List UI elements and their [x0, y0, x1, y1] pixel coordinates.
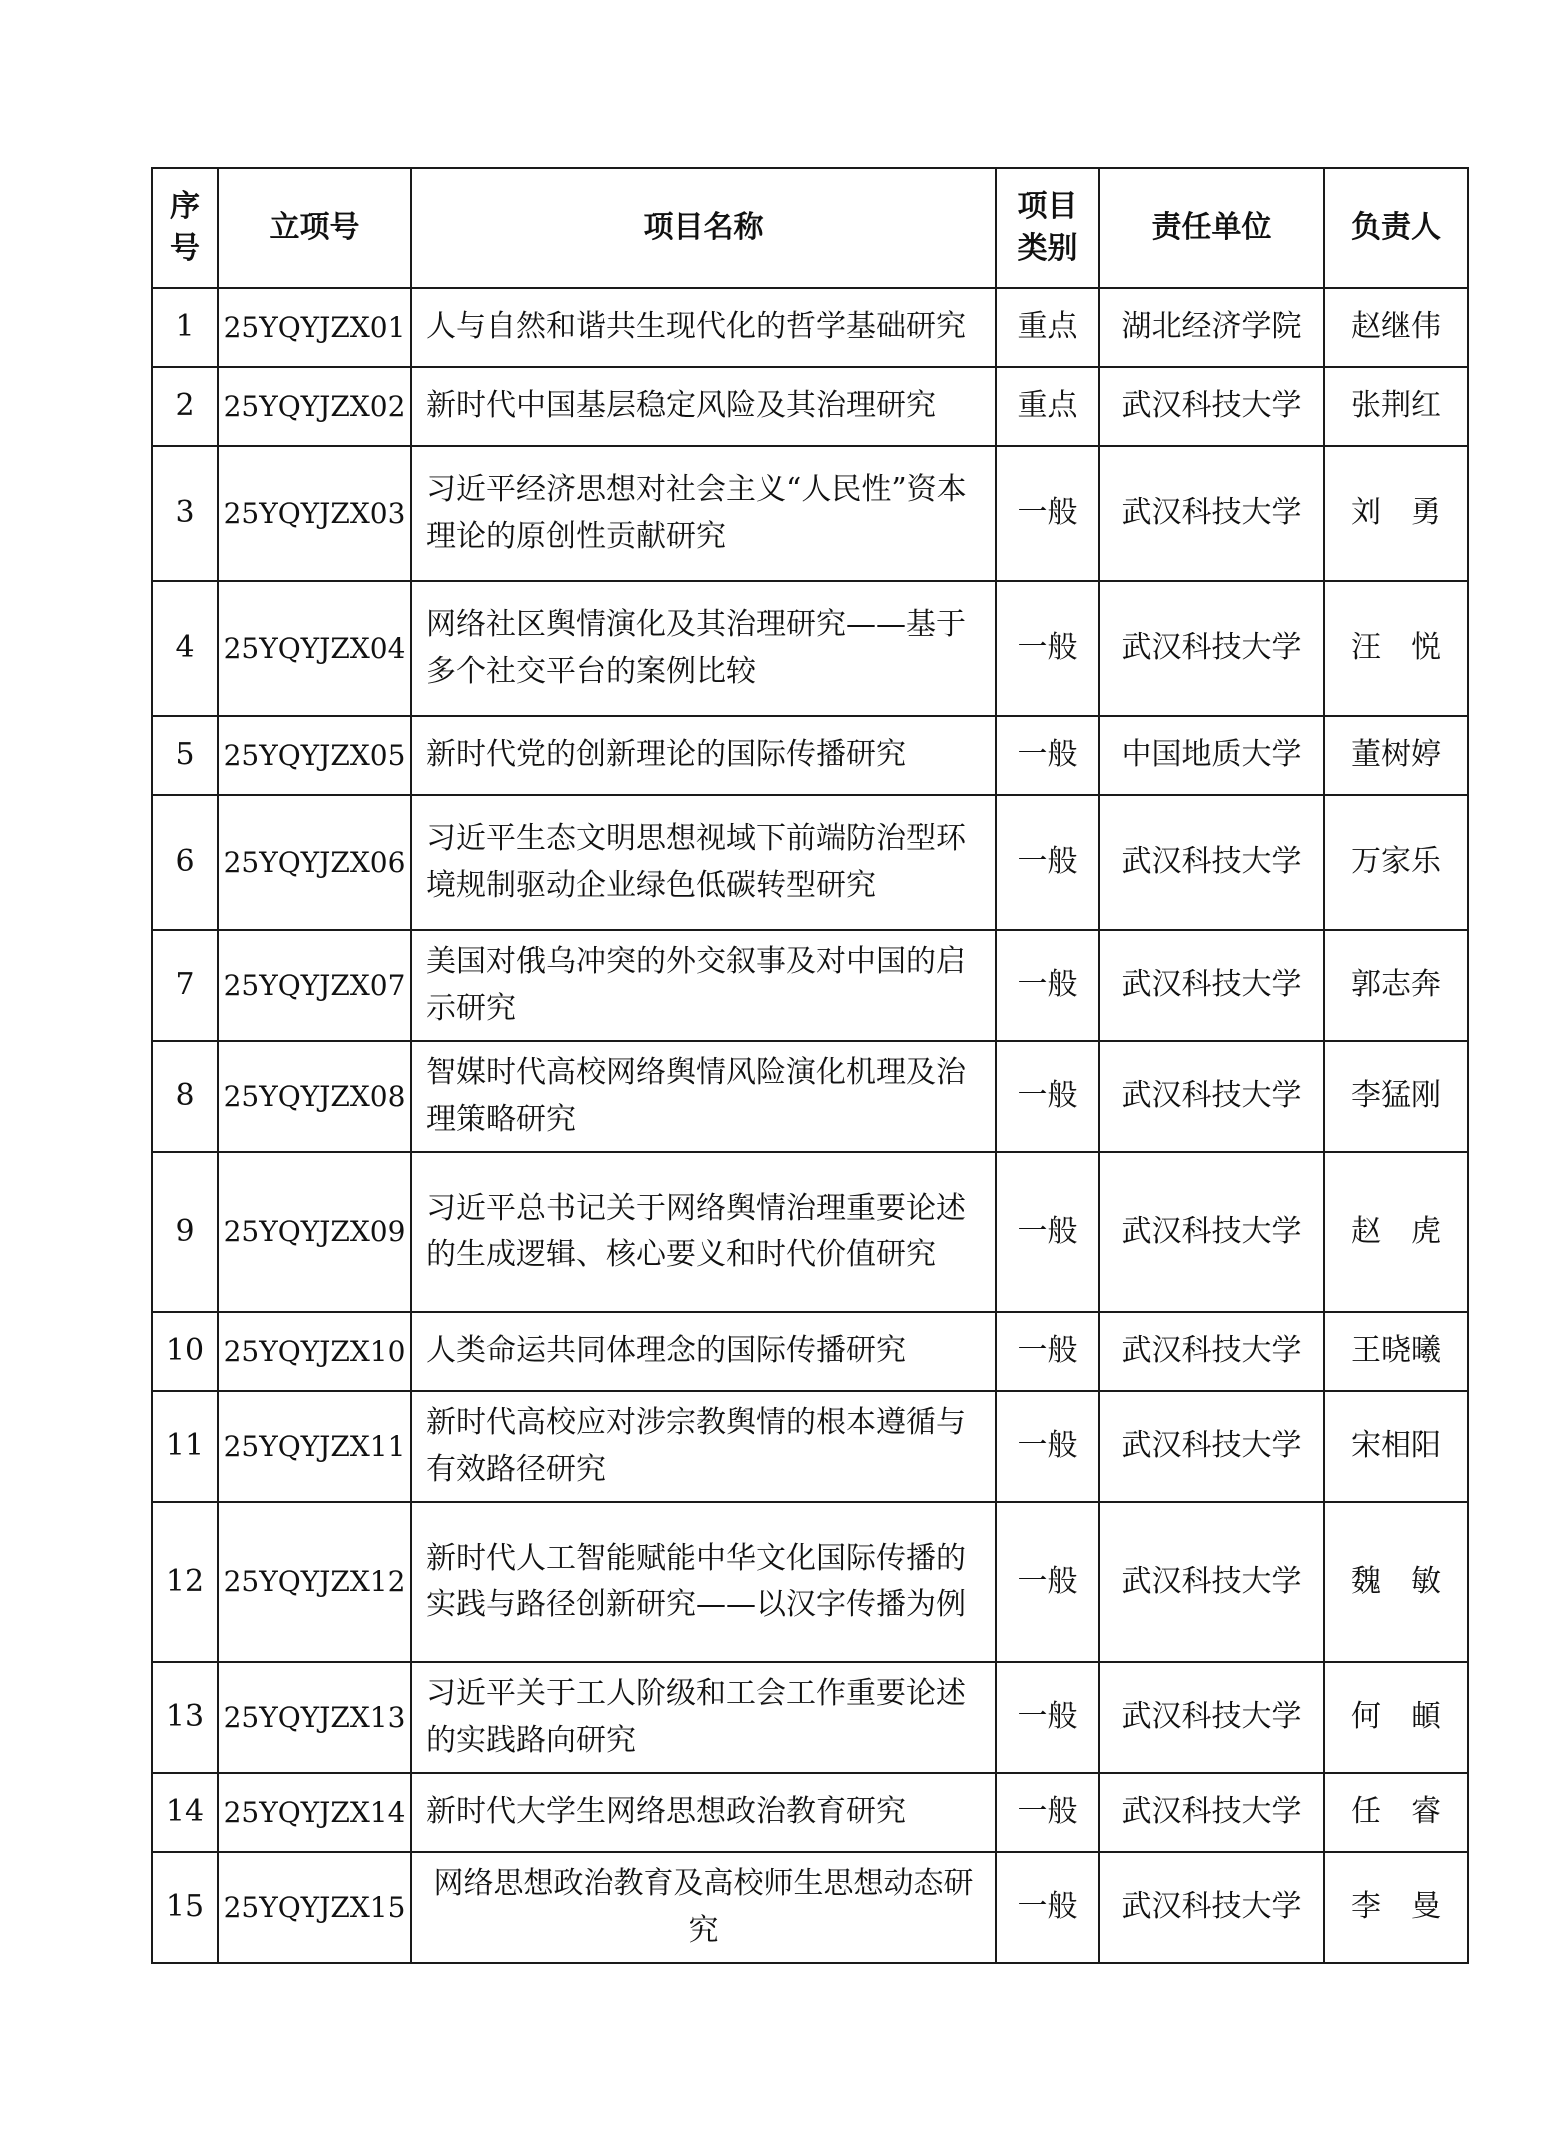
table-row [152, 288, 1468, 367]
cell-project-id: 25YQYJZX01 [218, 288, 411, 367]
cell-project-id: 25YQYJZX14 [218, 1773, 411, 1852]
cell-category: 一般 [996, 1391, 1099, 1502]
cell-category: 一般 [996, 1312, 1099, 1391]
cell-project-name: 新时代人工智能赋能中华文化国际传播的实践与路径创新研究——以汉字传播为例 [411, 1502, 996, 1662]
cell-leader: 王晓曦 [1324, 1312, 1468, 1391]
cell-seq: 13 [152, 1662, 218, 1773]
cell-project-name: 习近平经济思想对社会主义“人民性”资本理论的原创性贡献研究 [411, 446, 996, 581]
cell-project-name: 新时代高校应对涉宗教舆情的根本遵循与有效路径研究 [411, 1391, 996, 1502]
cell-leader: 赵继伟 [1324, 288, 1468, 367]
cell-leader: 张荆红 [1324, 367, 1468, 446]
cell-leader: 何 頔 [1324, 1662, 1468, 1773]
cell-unit: 武汉科技大学 [1099, 930, 1324, 1041]
table-row [152, 716, 1468, 795]
table-body [152, 288, 1468, 1963]
cell-unit: 武汉科技大学 [1099, 1852, 1324, 1963]
table-row [152, 1662, 1468, 1773]
cell-unit: 武汉科技大学 [1099, 1391, 1324, 1502]
cell-leader: 汪 悦 [1324, 581, 1468, 716]
project-table [151, 167, 1469, 1964]
cell-project-name: 美国对俄乌冲突的外交叙事及对中国的启示研究 [411, 930, 996, 1041]
table-row [152, 1502, 1468, 1662]
cell-project-id: 25YQYJZX04 [218, 581, 411, 716]
cell-unit: 武汉科技大学 [1099, 367, 1324, 446]
cell-project-id: 25YQYJZX12 [218, 1502, 411, 1662]
cell-leader: 郭志奔 [1324, 930, 1468, 1041]
cell-seq: 4 [152, 581, 218, 716]
cell-project-id: 25YQYJZX06 [218, 795, 411, 930]
cell-seq: 8 [152, 1041, 218, 1152]
cell-unit: 武汉科技大学 [1099, 1041, 1324, 1152]
cell-category: 一般 [996, 1852, 1099, 1963]
cell-category: 一般 [996, 930, 1099, 1041]
table-row [152, 930, 1468, 1041]
cell-unit: 武汉科技大学 [1099, 1773, 1324, 1852]
header-project-name: 项目名称 [411, 168, 996, 288]
cell-project-id: 25YQYJZX03 [218, 446, 411, 581]
cell-unit: 武汉科技大学 [1099, 446, 1324, 581]
header-seq: 序号 [152, 168, 218, 288]
cell-project-id: 25YQYJZX09 [218, 1152, 411, 1312]
cell-unit: 湖北经济学院 [1099, 288, 1324, 367]
header-row [152, 168, 1468, 288]
cell-leader: 李 曼 [1324, 1852, 1468, 1963]
cell-category: 一般 [996, 1041, 1099, 1152]
cell-seq: 5 [152, 716, 218, 795]
table-row [152, 1391, 1468, 1502]
cell-leader: 赵 虎 [1324, 1152, 1468, 1312]
cell-category: 一般 [996, 716, 1099, 795]
table-row [152, 1852, 1468, 1963]
cell-project-name: 新时代中国基层稳定风险及其治理研究 [411, 367, 996, 446]
cell-seq: 6 [152, 795, 218, 930]
cell-unit: 中国地质大学 [1099, 716, 1324, 795]
cell-seq: 10 [152, 1312, 218, 1391]
cell-seq: 11 [152, 1391, 218, 1502]
cell-category: 重点 [996, 367, 1099, 446]
cell-project-id: 25YQYJZX07 [218, 930, 411, 1041]
cell-unit: 武汉科技大学 [1099, 795, 1324, 930]
cell-seq: 3 [152, 446, 218, 581]
cell-project-id: 25YQYJZX13 [218, 1662, 411, 1773]
cell-leader: 李猛刚 [1324, 1041, 1468, 1152]
table-row [152, 1041, 1468, 1152]
cell-category: 一般 [996, 1773, 1099, 1852]
cell-project-id: 25YQYJZX05 [218, 716, 411, 795]
table-row [152, 446, 1468, 581]
cell-category: 一般 [996, 795, 1099, 930]
cell-leader: 任 睿 [1324, 1773, 1468, 1852]
table-row [152, 581, 1468, 716]
cell-seq: 1 [152, 288, 218, 367]
cell-leader: 魏 敏 [1324, 1502, 1468, 1662]
cell-category: 一般 [996, 581, 1099, 716]
cell-unit: 武汉科技大学 [1099, 1152, 1324, 1312]
cell-leader: 刘 勇 [1324, 446, 1468, 581]
cell-seq: 12 [152, 1502, 218, 1662]
cell-seq: 2 [152, 367, 218, 446]
cell-seq: 15 [152, 1852, 218, 1963]
cell-project-name: 网络社区舆情演化及其治理研究——基于多个社交平台的案例比较 [411, 581, 996, 716]
cell-project-name: 网络思想政治教育及高校师生思想动态研究 [411, 1852, 996, 1963]
table-row [152, 795, 1468, 930]
cell-unit: 武汉科技大学 [1099, 1312, 1324, 1391]
cell-unit: 武汉科技大学 [1099, 1502, 1324, 1662]
cell-category: 一般 [996, 1662, 1099, 1773]
cell-unit: 武汉科技大学 [1099, 1662, 1324, 1773]
cell-project-name: 新时代党的创新理论的国际传播研究 [411, 716, 996, 795]
cell-seq: 9 [152, 1152, 218, 1312]
cell-project-id: 25YQYJZX11 [218, 1391, 411, 1502]
header-category: 项目类别 [996, 168, 1099, 288]
cell-leader: 万家乐 [1324, 795, 1468, 930]
cell-leader: 宋相阳 [1324, 1391, 1468, 1502]
cell-project-name: 习近平关于工人阶级和工会工作重要论述的实践路向研究 [411, 1662, 996, 1773]
cell-project-name: 人与自然和谐共生现代化的哲学基础研究 [411, 288, 996, 367]
table-row [152, 1152, 1468, 1312]
cell-seq: 7 [152, 930, 218, 1041]
cell-seq: 14 [152, 1773, 218, 1852]
cell-category: 一般 [996, 446, 1099, 581]
cell-project-name: 新时代大学生网络思想政治教育研究 [411, 1773, 996, 1852]
cell-project-id: 25YQYJZX08 [218, 1041, 411, 1152]
cell-project-name: 习近平总书记关于网络舆情治理重要论述的生成逻辑、核心要义和时代价值研究 [411, 1152, 996, 1312]
table-row [152, 1312, 1468, 1391]
table-row [152, 367, 1468, 446]
cell-leader: 董树婷 [1324, 716, 1468, 795]
table-row [152, 1773, 1468, 1852]
cell-category: 重点 [996, 288, 1099, 367]
header-leader: 负责人 [1324, 168, 1468, 288]
cell-category: 一般 [996, 1152, 1099, 1312]
header-unit: 责任单位 [1099, 168, 1324, 288]
cell-project-id: 25YQYJZX10 [218, 1312, 411, 1391]
header-project-id: 立项号 [218, 168, 411, 288]
cell-project-id: 25YQYJZX15 [218, 1852, 411, 1963]
cell-project-name: 人类命运共同体理念的国际传播研究 [411, 1312, 996, 1391]
cell-project-id: 25YQYJZX02 [218, 367, 411, 446]
cell-category: 一般 [996, 1502, 1099, 1662]
cell-project-name: 习近平生态文明思想视域下前端防治型环境规制驱动企业绿色低碳转型研究 [411, 795, 996, 930]
cell-unit: 武汉科技大学 [1099, 581, 1324, 716]
cell-project-name: 智媒时代高校网络舆情风险演化机理及治理策略研究 [411, 1041, 996, 1152]
table-header [152, 168, 1468, 288]
